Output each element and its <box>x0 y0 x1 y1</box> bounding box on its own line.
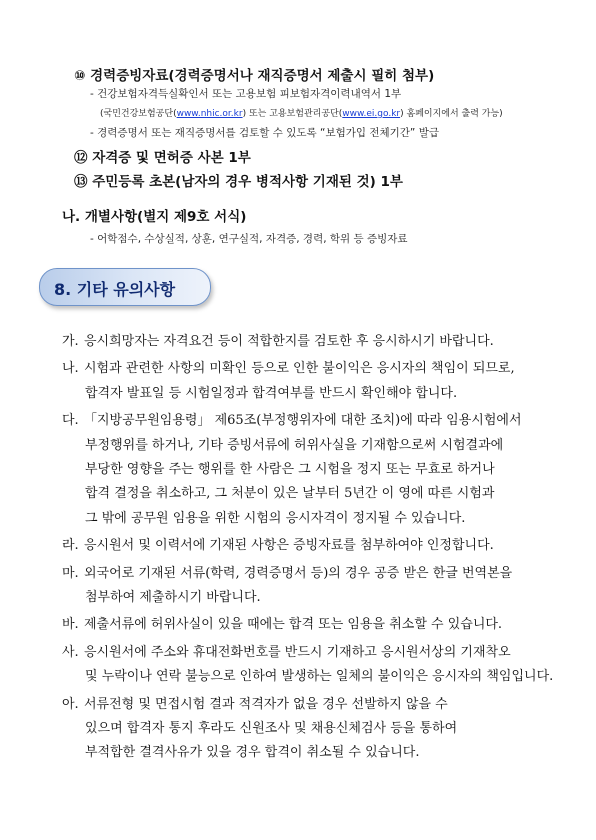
note-line <box>62 562 512 581</box>
note-continuation: 부적합한 결격사유가 있을 경우 합격이 취소될 수 있습니다. <box>85 745 420 761</box>
note-label: 바. <box>62 617 79 633</box>
note-line <box>62 330 494 349</box>
note-label: 라. <box>62 538 79 554</box>
note-label: 나. <box>62 361 79 377</box>
note-text: 응시희망자는 자격요건 등이 적합한지를 검토한 후 응시하시기 바랍니다. <box>84 334 494 349</box>
note-continuation: 그 밖에 공무원 임용을 위한 시험의 응시자격이 정지될 수 있습니다. <box>85 510 466 526</box>
note-text: 「지방공무원임용령」 제65조(부정행위자에 대한 조치)에 따라 임용시험에서 <box>84 413 522 429</box>
item-10-heading: ⑩ 경력증빙자료(경력증명서나 재직증명서 제출시 필히 첨부) <box>74 68 435 84</box>
note-text: 시험과 관련한 사항의 미확인 등으로 인한 불이익은 응시자의 책임이 되므로, <box>84 361 515 377</box>
item-10-sub-2-suffix: ) 홈페이지에서 출력 가능) <box>400 109 503 119</box>
item-10-sub-2-prefix: (국민건강보험공단( <box>100 109 177 119</box>
note-text: 응시원서에 주소와 휴대전화번호를 반드시 기재하고 응시원서상의 기재착오 <box>84 644 511 660</box>
note-continuation: 합격 결정을 취소하고, 그 처분이 있은 날부터 5년간 이 영에 따른 시험과 <box>85 486 495 502</box>
item-10-sub-2-mid: ) 또는 고용보험관리공단( <box>242 109 343 119</box>
note-continuation: 부당한 영향을 주는 행위를 한 사람은 그 시험을 정지 또는 무효로 하거나 <box>85 462 495 477</box>
note-line <box>62 534 494 553</box>
note-continuation: 및 누락이나 연락 불능으로 인하여 발생하는 일체의 불이익은 응시자의 책임입니다. <box>85 669 554 685</box>
note-label: 아. <box>62 696 79 712</box>
item-10-sub-2 <box>100 106 503 119</box>
note-continuation: 부정행위를 하거나, 기타 증빙서류에 허위사실을 기재함으로써 시험결과에 <box>85 437 504 453</box>
section-b-title: 나. 개별사항(별지 제9호 서식) <box>62 209 247 225</box>
item-12-heading: ⑫ 자격증 및 면허증 사본 1부 <box>74 150 251 166</box>
note-line <box>62 641 511 660</box>
note-text: 응시원서 및 이력서에 기재된 사항은 증빙자료를 첨부하여야 인정합니다. <box>84 538 494 554</box>
note-line <box>62 409 522 428</box>
note-label: 다. <box>62 413 79 429</box>
item-10-sub-1: - 건강보험자격득실확인서 또는 고용보험 피보험자격이력내역서 1부 <box>90 88 402 100</box>
note-line <box>62 613 502 632</box>
note-text: 외국어로 기재된 서류(학력, 경력증명서 등)의 경우 공증 받은 한글 번역본을 <box>84 565 513 581</box>
item-10-sub-3: - 경력증명서 또는 재직증명서를 검토할 수 있도록 “보험가입 전체기간” 발급 <box>90 127 439 139</box>
ei-link[interactable]: www.ei.go.kr <box>342 109 401 119</box>
note-line <box>62 357 515 376</box>
section-8-title: 8. 기타 유의사항 <box>54 280 176 299</box>
section-8-header <box>39 268 211 306</box>
note-continuation: 첨부하여 제출하시기 바랍니다. <box>85 590 261 605</box>
item-13-heading: ⑬ 주민등록 초본(남자의 경우 병적사항 기재된 것) 1부 <box>74 174 403 190</box>
note-continuation: 있으며 합격자 통지 후라도 신원조사 및 채용신체검사 등을 통하여 <box>85 721 458 736</box>
nhic-link[interactable]: www.nhic.or.kr <box>176 109 243 119</box>
note-label: 가. <box>62 334 79 349</box>
note-continuation: 합격자 발표일 등 시험일정과 합격여부를 반드시 확인해야 합니다. <box>85 385 458 401</box>
section-b-sub: - 어학점수, 수상실적, 상훈, 연구실적, 자격증, 경력, 학위 등 증빙자료 <box>90 233 408 245</box>
note-text: 제출서류에 허위사실이 있을 때에는 합격 또는 임용을 취소할 수 있습니다. <box>84 617 503 633</box>
note-line <box>62 693 448 712</box>
note-text: 서류전형 및 면접시험 결과 적격자가 없을 경우 선발하지 않을 수 <box>84 696 448 712</box>
note-label: 마. <box>62 565 79 581</box>
note-label: 사. <box>62 644 79 660</box>
